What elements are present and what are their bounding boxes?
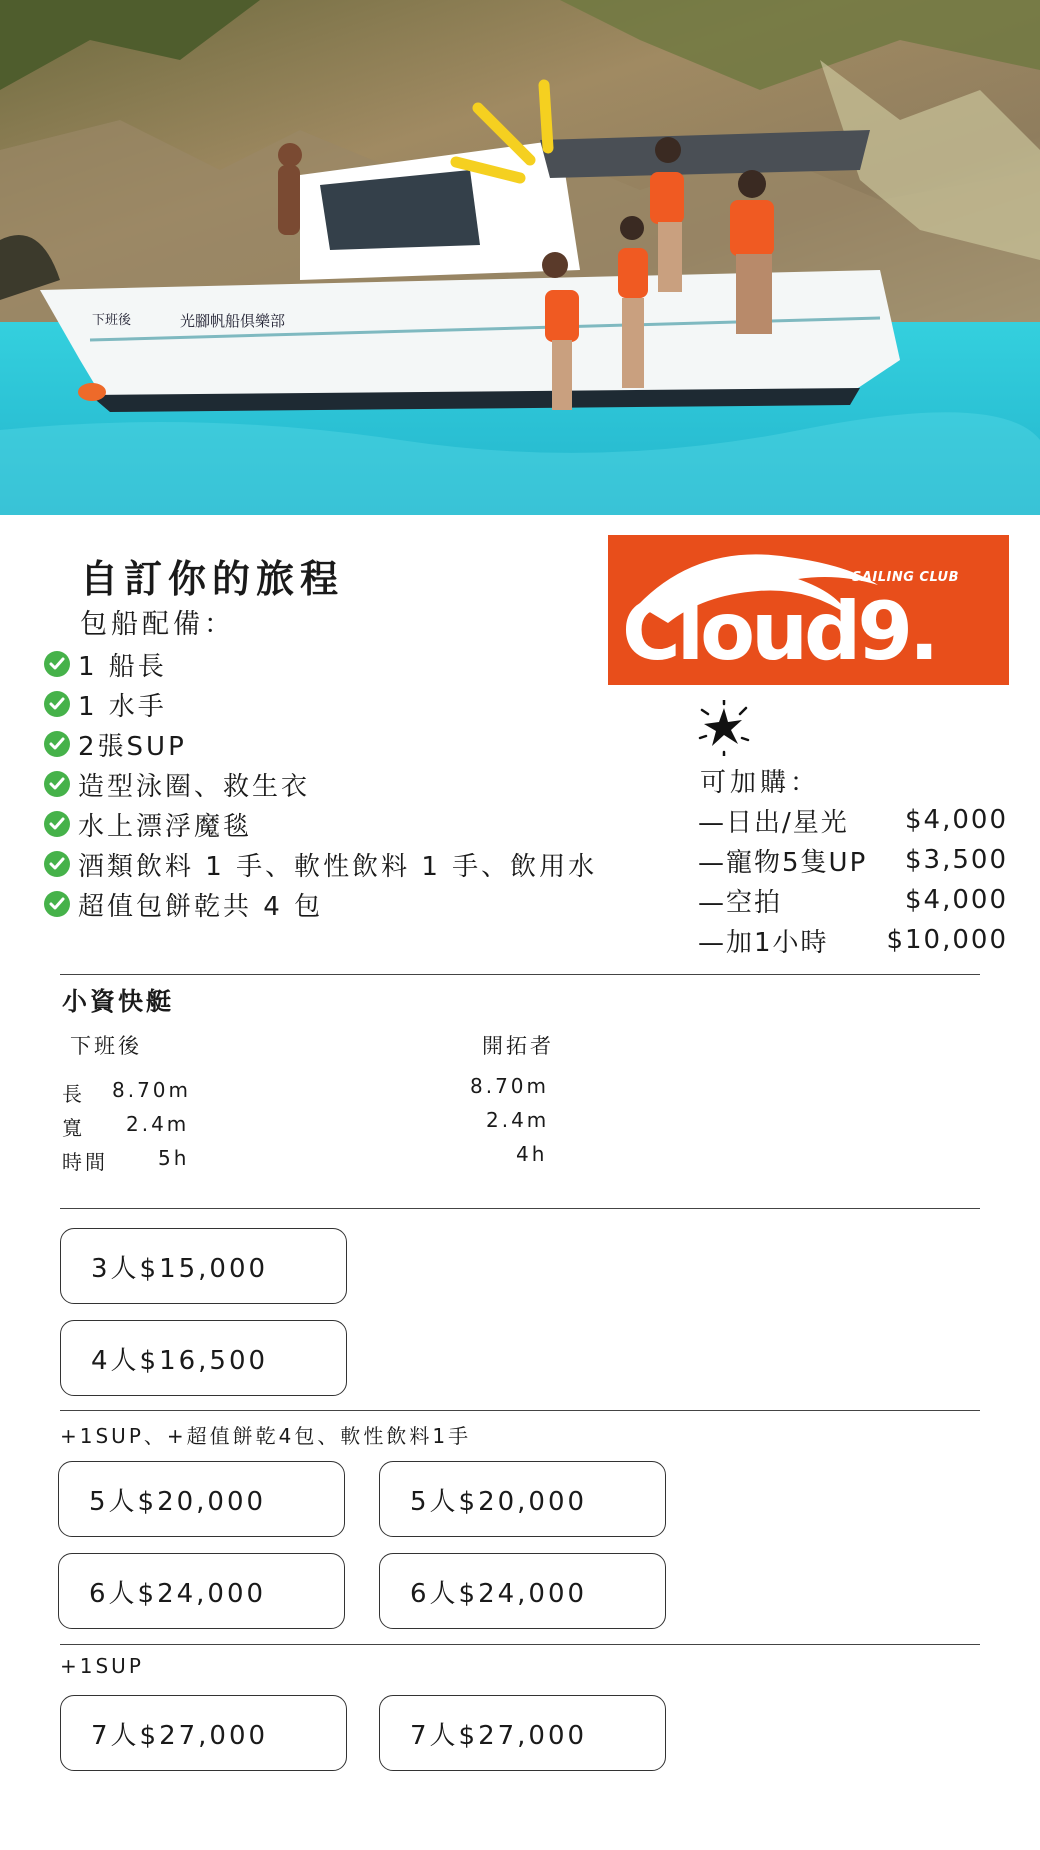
price-option[interactable]: 4人$16,500	[60, 1320, 347, 1396]
list-item	[44, 684, 597, 724]
logo-wordmark: Cloud9.	[622, 585, 936, 678]
addon-label: —加1小時	[698, 927, 829, 958]
price-option[interactable]: 6人$24,000	[379, 1553, 666, 1629]
addon-label: —日出/星光	[698, 807, 849, 838]
boat-name: 下班後	[70, 1034, 142, 1058]
list-item	[44, 764, 597, 804]
divider	[60, 1644, 980, 1645]
equipment-item-label: 2張SUP	[78, 731, 187, 762]
equipment-item-label: 超值包餅乾共 4 包	[78, 891, 324, 922]
addon-price: $3,500	[905, 845, 1008, 875]
equipment-item-label: 造型泳圈、救生衣	[78, 771, 311, 802]
sparkle-icon	[696, 700, 752, 760]
list-item	[44, 644, 597, 684]
page-title: 自訂你的旅程	[80, 557, 345, 601]
check-icon	[44, 891, 70, 917]
specs-title: 小資快艇	[62, 987, 175, 1016]
price-option[interactable]: 5人$20,000	[58, 1461, 345, 1537]
check-icon	[44, 691, 70, 717]
equipment-item-label: 水上漂浮魔毯	[78, 811, 253, 842]
addons-heading: 可加購：	[700, 768, 821, 798]
brand-logo	[608, 535, 1009, 685]
pricing-note: +1SUP、+超值餅乾4包、軟性飲料1手	[60, 1424, 472, 1448]
spec-label-length: 長	[62, 1082, 85, 1106]
list-item	[698, 920, 1008, 960]
addon-price: $4,000	[905, 885, 1008, 915]
equipment-list	[44, 644, 597, 924]
spec-value-length: 8.70m	[112, 1078, 192, 1102]
price-option[interactable]: 7人$27,000	[60, 1695, 347, 1771]
logo-subtitle: SAILING CLUB	[851, 570, 959, 585]
addon-label: —寵物5隻UP	[698, 847, 868, 878]
boat-name: 開拓者	[482, 1034, 554, 1058]
list-item	[44, 804, 597, 844]
equipment-item-label: 1 水手	[78, 691, 167, 722]
spec-value-length: 8.70m	[470, 1074, 550, 1098]
spec-value-width: 2.4m	[486, 1108, 550, 1132]
spec-label-time: 時間	[62, 1150, 108, 1174]
list-item	[698, 840, 1008, 880]
equipment-heading: 包船配備：	[80, 609, 235, 640]
divider	[60, 974, 980, 975]
list-item	[44, 884, 597, 924]
addon-price: $10,000	[886, 925, 1008, 955]
check-icon	[44, 651, 70, 677]
spec-value-width: 2.4m	[126, 1112, 190, 1136]
addon-price: $4,000	[905, 805, 1008, 835]
list-item	[698, 800, 1008, 840]
price-option[interactable]: 6人$24,000	[58, 1553, 345, 1629]
list-item	[698, 880, 1008, 920]
equipment-item-label: 1 船長	[78, 651, 167, 682]
boat-script-text: 下班後	[92, 313, 132, 328]
addon-label: —空拍	[698, 887, 783, 918]
spec-value-time: 5h	[158, 1146, 190, 1170]
check-icon	[44, 851, 70, 877]
divider	[60, 1410, 980, 1411]
spec-label-width: 寬	[62, 1116, 85, 1140]
list-item	[44, 844, 597, 884]
boat-hull-text: 光腳帆船俱樂部	[180, 312, 286, 330]
addons-list	[698, 800, 1008, 960]
equipment-item-label: 酒類飲料 1 手、軟性飲料 1 手、飲用水	[78, 851, 598, 882]
divider	[60, 1208, 980, 1209]
check-icon	[44, 811, 70, 837]
check-icon	[44, 771, 70, 797]
price-option[interactable]: 7人$27,000	[379, 1695, 666, 1771]
check-icon	[44, 731, 70, 757]
hero-photo	[0, 0, 1040, 515]
spec-value-time: 4h	[516, 1142, 548, 1166]
list-item	[44, 724, 597, 764]
price-option[interactable]: 5人$20,000	[379, 1461, 666, 1537]
pricing-note: +1SUP	[60, 1654, 144, 1678]
price-option[interactable]: 3人$15,000	[60, 1228, 347, 1304]
